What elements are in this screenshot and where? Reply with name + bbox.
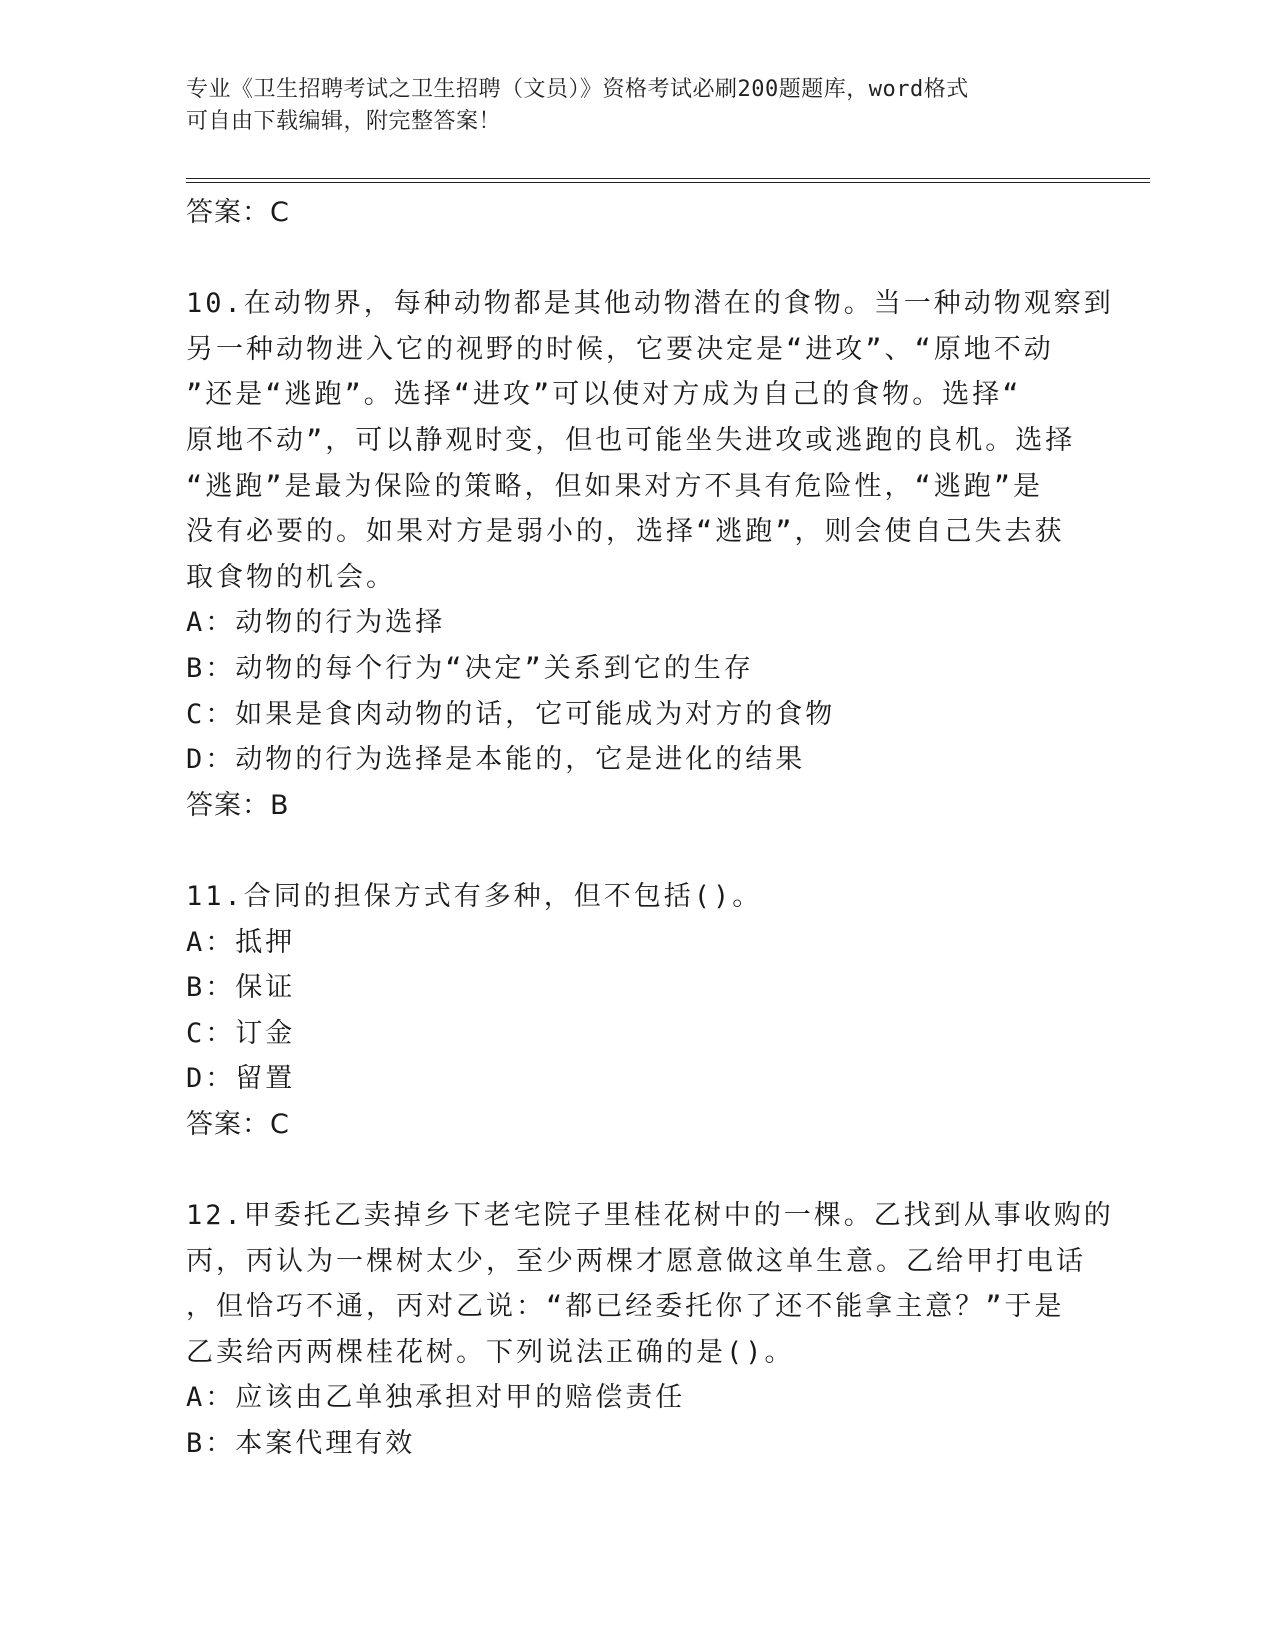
question-text-line: 12.甲委托乙卖掉乡下老宅院子里桂花树中的一棵。乙找到从事收购的 [186,1200,1114,1232]
header-divider-top [186,178,1150,179]
option-b: B：本案代理有效 [186,1428,416,1460]
option-a: A：应该由乙单独承担对甲的赔偿责任 [186,1382,686,1414]
question-12 [186,1193,1114,1467]
option-d: D：留置 [186,1063,296,1095]
question-text-line: ”还是“逃跑”。选择“进攻”可以使对方成为自己的食物。选择“ [186,379,1022,411]
question-text-line: 11.合同的担保方式有多种，但不包括()。 [186,880,763,912]
question-text-line: 取食物的机会。 [186,561,396,593]
previous-answer: 答案：C [186,197,290,228]
option-d: D：动物的行为选择是本能的，它是进化的结果 [186,744,806,776]
question-text-line: ，但恰巧不通，丙对乙说：“都已经委托你了还不能拿主意？”于是 [186,1291,1065,1323]
spacer [186,236,1086,282]
answer-line: 答案：B [186,789,290,821]
header-divider-bottom [186,182,1150,183]
question-10 [186,281,1114,828]
question-text-line: “逃跑”是最为保险的策略，但如果对方不具有危险性，“逃跑”是 [186,470,1044,502]
option-a: A：抵押 [186,926,296,958]
question-text-line: 原地不动”，可以静观时变，但也可能坐失进攻或逃跑的良机。选择 [186,424,1076,456]
question-text-line: 另一种动物进入它的视野的时候，它要决定是“进攻”、“原地不动 [186,333,1054,365]
question-text-line: 10.在动物界，每种动物都是其他动物潜在的食物。当一种动物观察到 [186,288,1114,320]
option-c: C：订金 [186,1017,296,1049]
spacer [186,828,1086,874]
option-a: A：动物的行为选择 [186,607,446,639]
header-line-2: 可自由下载编辑，附完整答案！ [186,109,502,134]
question-11 [186,874,1086,1148]
question-text-line: 没有必要的。如果对方是弱小的，选择“逃跑”，则会使自己失去获 [186,516,1065,548]
question-text-line: 乙卖给丙两棵桂花树。下列说法正确的是()。 [186,1336,795,1368]
document-header [186,74,1066,138]
option-c: C：如果是食肉动物的话，它可能成为对方的食物 [186,698,836,730]
option-b: B：保证 [186,972,296,1004]
option-b: B：动物的每个行为“决定”关系到它的生存 [186,652,754,684]
question-text-line: 丙，丙认为一棵树太少，至少两棵才愿意做这单生意。乙给甲打电话 [186,1245,1086,1277]
spacer [186,1147,1086,1193]
header-line-1: 专业《卫生招聘考试之卫生招聘（文员）》资格考试必刷200题题库，word格式 [186,77,969,102]
answer-line: 答案：C [186,1108,290,1140]
question-content [186,190,1114,1467]
